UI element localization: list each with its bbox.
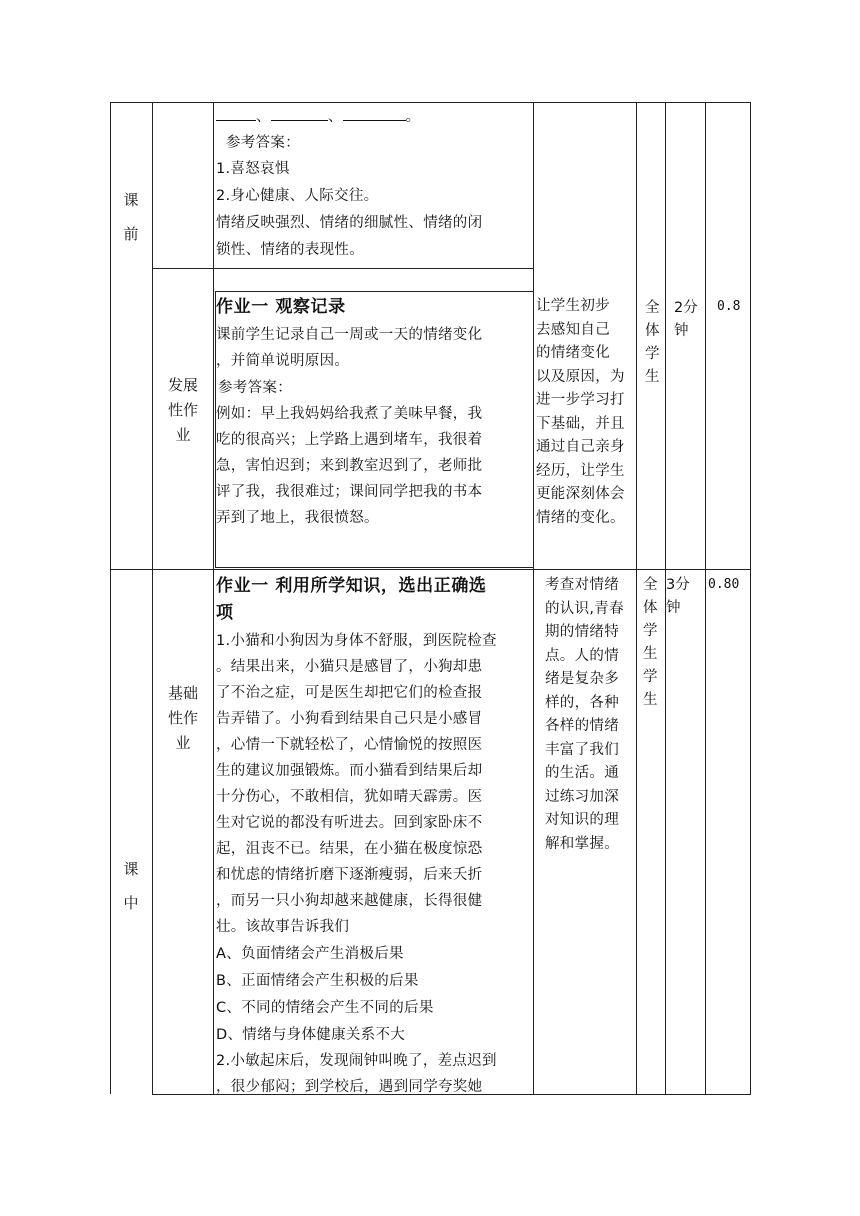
goal-line: 解和掌握。 (545, 835, 619, 852)
object-char: 生 (645, 369, 660, 385)
goal-line: 丰富了我们 (545, 741, 619, 758)
stage-label-during (121, 852, 141, 920)
goal-line: 期的情绪特 (545, 624, 619, 640)
option-d: D、情绪与身体健康关系不大 (216, 1027, 406, 1043)
goal-line: 进一步学习打 (536, 392, 625, 408)
fill-blank-line (216, 108, 420, 126)
stage-label-during-text: 课中 (123, 860, 139, 912)
content-line: 急，害怕迟到；来到教室迟到了，老师批 (216, 458, 483, 474)
stage-label-before-text: 课前 (123, 191, 139, 243)
goal-line: 情绪的变化。 (536, 509, 625, 526)
content-line: 例如：早上我妈妈给我煮了美味早餐，我 (216, 406, 483, 422)
question-line: 生的建议加强锻炼。而小猫看到结果后却 (216, 763, 483, 779)
time-development (674, 297, 704, 343)
option-c: C、不同的情绪会产生不同的后果 (216, 1000, 434, 1016)
time-line: 钟 (674, 323, 689, 339)
row-divider-2 (215, 291, 533, 292)
blank-1 (216, 108, 256, 121)
goal-line: 经历，让学生 (536, 462, 625, 479)
goal-line: 通过自己亲身 (536, 439, 625, 455)
blank-sep-3: 。 (405, 109, 421, 125)
goal-basic (545, 574, 635, 856)
content-line: 参考答案： (218, 380, 292, 396)
col-line-0 (110, 102, 111, 1094)
homework-title: 项 (216, 603, 234, 623)
answer-line: 锁性、情绪的表现性。 (216, 242, 364, 258)
category-development-line: 发展 (167, 376, 198, 394)
time-basic (666, 574, 702, 620)
object-char: 全 (643, 577, 658, 593)
goal-line: 绪是复杂多 (545, 671, 619, 687)
question-line: 告弄错了。小狗看到结果自己只是小感冒 (216, 711, 483, 727)
box-bottom-2 (215, 567, 533, 568)
homework-title: 作业一 观察记录 (216, 297, 346, 317)
object-char: 学 (643, 669, 658, 685)
object-char: 生 (643, 646, 658, 662)
time-line: 2分 (674, 300, 698, 316)
goal-line: 去感知自己 (536, 321, 610, 338)
question-line: ，心情一下就轻松了，心情愉悦的按照医 (216, 737, 483, 753)
difficulty-basic: 0.80 (708, 577, 740, 592)
question-line: 。结果出来，小猫只是感冒了，小狗却患 (216, 659, 483, 675)
content-line: 评了我，我很难过；课间同学把我的书本 (216, 484, 483, 500)
object-char: 学 (643, 623, 658, 639)
goal-line: 各样的情绪 (545, 718, 619, 734)
content-line: 吃的很高兴；上学路上遇到堵车，我很着 (216, 432, 483, 448)
object-char: 体 (645, 323, 660, 339)
col-line-3 (533, 102, 534, 1094)
col-line-6 (705, 102, 706, 1094)
answer-line: 2.身心健康、人际交往。 (216, 188, 379, 204)
row-divider-3 (110, 569, 751, 570)
question-line: 1.小猫和小狗因为身体不舒服，到医院检查 (216, 633, 497, 649)
goal-line: 的情绪变化 (536, 345, 610, 361)
object-char: 生 (643, 692, 658, 708)
category-basic-line: 业 (175, 734, 191, 752)
blank-sep-2: 、 (327, 109, 343, 125)
question-line: ，而另一只小狗却越来越健康，长得很健 (216, 893, 483, 909)
question-line: 起，沮丧不已。结果，在小猫在极度惊恐 (216, 841, 483, 857)
option-b: B、正面情绪会产生积极的后果 (216, 973, 419, 989)
category-basic-line: 基础 (167, 684, 198, 702)
content-line: 课前学生记录自己一周或一天的情绪变化 (216, 327, 483, 343)
time-line: 3分 (666, 577, 690, 593)
row-divider-1 (152, 268, 213, 269)
answer-line: 情绪反映强烈、情绪的细腻性、情绪的闭 (216, 215, 483, 231)
goal-line: 对知识的理 (545, 812, 619, 828)
object-char: 全 (645, 300, 660, 316)
table-border-bottom (152, 1094, 751, 1095)
col-line-7 (750, 102, 751, 1094)
homework-title: 作业一 利用所学知识，选出正确选 (216, 576, 487, 596)
question-line: 十分伤心，不敢相信，犹如晴天霹雳。医 (216, 789, 483, 805)
goal-line: 以及原因，为 (536, 368, 625, 385)
goal-line: 的生活。通 (545, 765, 619, 781)
answer-label-1: 参考答案： (226, 135, 300, 151)
col-line-1 (152, 102, 153, 1094)
question-line: 生对它说的都没有听进去。回到家卧床不 (216, 815, 483, 831)
goal-line: 点。人的情 (545, 647, 619, 664)
goal-line: 过练习加深 (545, 788, 619, 805)
answer-line: 1.喜怒哀惧 (216, 161, 290, 177)
object-development (645, 297, 663, 389)
question-line: 了不治之症，可是医生却把它们的检查报 (216, 685, 483, 701)
blank-sep-1: 、 (256, 109, 271, 125)
goal-line: 样的，各种 (545, 694, 619, 711)
row-divider-1b (213, 268, 533, 269)
stage-label-before (121, 183, 141, 251)
goal-line: 下基础，并且 (536, 415, 625, 432)
col-line-4 (636, 102, 637, 1094)
col-line-2 (213, 102, 214, 1094)
object-basic (643, 574, 663, 712)
blank-3 (343, 108, 406, 121)
question-line: ，很少郁闷；到学校后，遇到同学夸奖她 (216, 1079, 483, 1094)
goal-line: 让学生初步 (536, 298, 610, 314)
table-border-top (110, 102, 751, 103)
category-basic-line: 性作 (167, 709, 198, 727)
goal-line: 的认识,青春 (545, 600, 624, 617)
object-char: 学 (645, 346, 660, 362)
option-a: A、负面情绪会产生消极后果 (216, 946, 404, 962)
category-basic (163, 681, 203, 756)
goal-line: 考查对情绪 (545, 577, 619, 593)
time-line: 钟 (666, 600, 681, 616)
object-char: 体 (643, 600, 658, 616)
category-development-line: 业 (175, 426, 191, 444)
difficulty-development: 0.8 (717, 299, 741, 314)
blank-2 (271, 108, 328, 121)
question-line: 壮。该故事告诉我们 (216, 919, 350, 935)
goal-development (536, 295, 636, 530)
question-line: 2.小敏起床后，发现闹钟叫晚了，差点迟到 (216, 1053, 497, 1069)
category-development-line: 性作 (167, 401, 198, 419)
content-line: ，并简单说明原因。 (216, 353, 350, 369)
goal-line: 更能深刻体会 (536, 486, 625, 502)
content-line: 弄到了地上，我很愤怒。 (216, 510, 379, 526)
category-development (163, 373, 203, 448)
question-line: 和忧虑的情绪折磨下逐渐瘦弱，后来夭折 (216, 867, 483, 883)
